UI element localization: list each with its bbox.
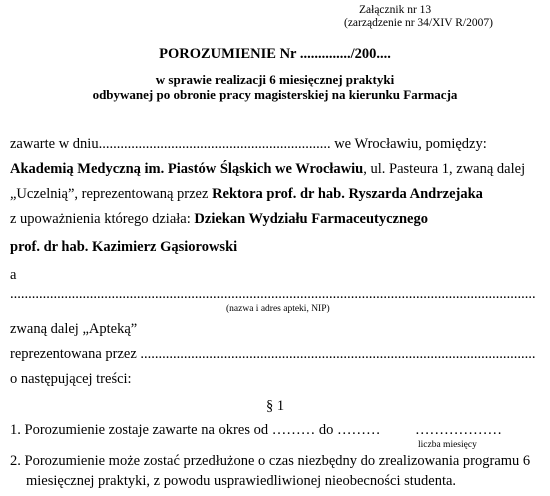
university-alias: „Uczelnią”, reprezentowaną przez: [10, 186, 213, 202]
subject-line-2: odbywanej po obronie pracy magisterskiej na kierunku Farmacja: [92, 87, 458, 102]
concluded-suffix: we Wrocławiu, pomiędzy:: [330, 136, 487, 152]
date-blank: ................................................................: [98, 136, 331, 152]
pharmacy-caption: (nazwa i adres apteki, NIP): [226, 304, 330, 314]
item-2-line-2: miesięcznej praktyki, z powodu usprawiedliwionej nieobecności studenta.: [26, 473, 457, 489]
concluded-line: [10, 135, 487, 153]
pharmacy-blank: .................................................................................................................................................: [10, 286, 536, 302]
represented-line: [10, 345, 545, 363]
months-blank: ………………: [415, 422, 502, 438]
and-label: a: [10, 267, 17, 283]
concluded-prefix: zawarte w dniu: [10, 136, 99, 152]
university-alias-line: [10, 185, 483, 203]
section-symbol: § 1: [265, 398, 285, 414]
dean-name: prof. dr hab. Kazimierz Gąsiorowski: [10, 239, 238, 255]
authorization-line: [10, 210, 428, 228]
attachment-label: Załącznik nr 13: [359, 4, 432, 16]
subject-line-1: w sprawie realizacji 6 miesięcznej praktyki: [155, 72, 395, 87]
content-intro: o następującej treści:: [10, 371, 132, 387]
university-name: Akademią Medyczną im. Piastów Śląskich we Wrocławiu: [10, 161, 364, 177]
authorization-prefix: z upoważnienia którego działa:: [10, 211, 195, 227]
pharmacy-alias: zwaną dalej „Apteką”: [10, 321, 138, 337]
represented-label: reprezentowana przez: [10, 346, 141, 362]
dean-title: Dziekan Wydziału Farmaceutycznego: [194, 211, 428, 227]
months-caption: liczba miesięcy: [418, 440, 477, 450]
item-2-line-1: 2. Porozumienie może zostać przedłużone o czas niezbędny do zrealizowania programu 6: [10, 453, 531, 469]
representative-blank: .............................................................................................................: [140, 346, 536, 362]
decree-label: (zarządzenie nr 34/XIV R/2007): [344, 17, 493, 29]
university-address: , ul. Pasteura 1, zwaną dalej: [363, 161, 526, 177]
agreement-title: POROZUMIENIE Nr ............../200....: [159, 46, 391, 62]
item-1: 1. Porozumienie zostaje zawarte na okres od ……… do ………: [10, 422, 381, 438]
university-line: [10, 160, 525, 178]
rector-name: Rektora prof. dr hab. Ryszarda Andrzejaka: [212, 186, 483, 202]
